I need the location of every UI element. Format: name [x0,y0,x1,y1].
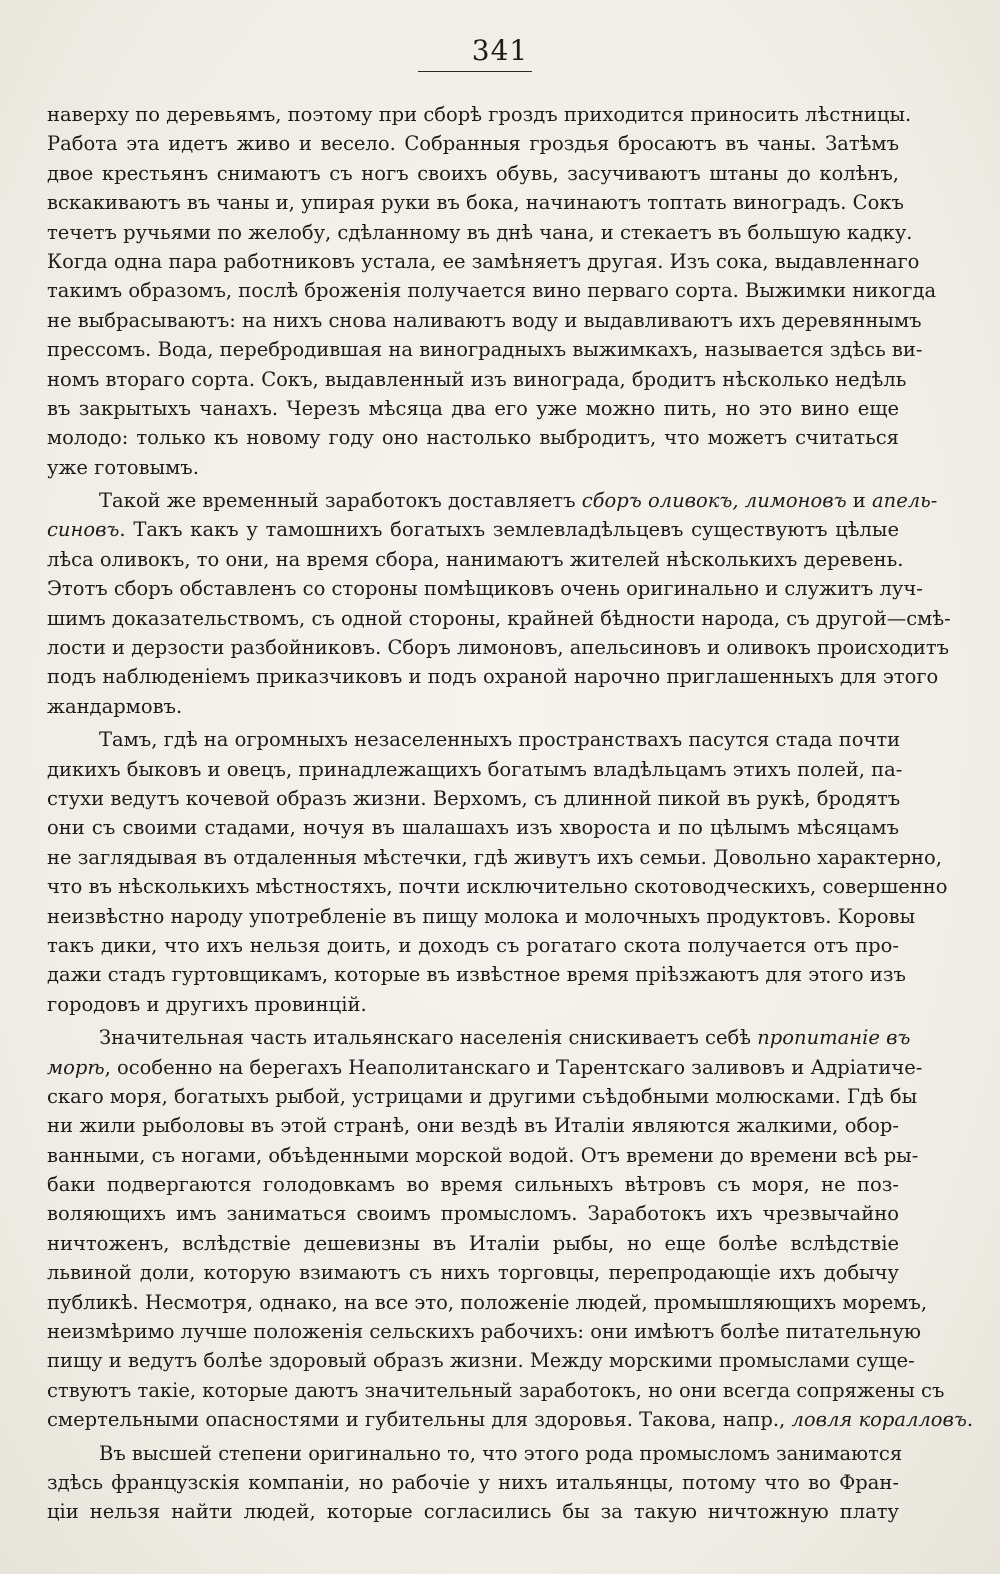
text-line: воляющихъ имъ заниматься своимъ промысломъ. Заработокъ ихъ чрезвычайно [47,1202,899,1226]
italic-term: сборъ оливокъ, лимоновъ [581,489,847,513]
text-line: что въ нѣсколькихъ мѣстностяхъ, почти исключительно скотоводческихъ, совершенно [47,875,948,899]
text-line: дажи стадъ гуртовщикамъ, которые въ извѣстное время пріѣзжаютъ для этого изъ [47,963,906,987]
text-line: течетъ ручьями по желобу, сдѣланному въ днѣ чана, и стекаетъ въ большую кадку. [47,220,913,244]
page-number-rule [418,71,532,72]
italic-term: пропитаніе въ [757,1026,911,1050]
text-line: скаго моря, богатыхъ рыбой, устрицами и другими съѣдобными молюсками. Гдѣ бы [47,1084,918,1108]
text-line: такъ дики, что ихъ нельзя доить, и доходъ съ рогатаго скота получается отъ про- [47,933,899,957]
text-line: молодо: только къ новому году оно настолько выбродитъ, что можетъ считаться [47,426,899,450]
text-line: дикихъ быковъ и овецъ, принадлежащихъ богатымъ владѣльцамъ этихъ полей, па- [47,757,903,781]
text-line: уже готовымъ. [47,455,199,479]
text-line: номъ втораго сорта. Сокъ, выдавленный изъ винограда, бродитъ нѣсколько недѣль [47,367,907,391]
text-line: шимъ доказательствомъ, съ одной стороны, крайней бѣдности народа, съ другой—смѣ- [47,606,951,630]
italic-term: ловля коралловъ [791,1408,967,1432]
text-line: львиной доли, которую взимаютъ съ нихъ торговцы, перепродающіе ихъ добычу [47,1261,899,1285]
text-line: въ закрытыхъ чанахъ. Черезъ мѣсяца два его уже можно пить, но это вино еще [47,396,899,420]
body-text [47,100,974,1527]
text-line: баки подвергаются голодовкамъ во время сильныхъ вѣтровъ съ моря, не поз- [47,1173,899,1197]
text-line: неизмѣримо лучше положенія сельскихъ рабочихъ: они имѣютъ болѣе питательную [47,1320,921,1344]
page-number: 341 [471,34,529,67]
italic-term: синовъ [47,518,120,542]
text-line: наверху по деревьямъ, поэтому при сборѣ гроздъ приходится приносить лѣстницы. [47,103,912,126]
italic-term: апель- [872,489,938,513]
text-line: такимъ образомъ, послѣ броженія получается вино перваго сорта. Выжимки никогда [47,279,937,303]
text-line: жандармовъ. [47,694,183,718]
text-line: лѣса оливокъ, то они, на время сбора, нанимаютъ жителей нѣсколькихъ деревень. [47,547,904,571]
text-line: вскакиваютъ въ чаны и, упирая руки въ бока, начинаютъ топтать виноградъ. Сокъ [47,191,904,215]
text-line: Тамъ, гдѣ на огромныхъ незаселенныхъ пространствахъ пасутся стада почти [99,728,901,752]
text-line: Такой же временный заработокъ доставляетъ сборъ оливокъ, лимоновъ и апель- [99,489,938,513]
text-line: Значительная часть итальянскаго населенія снискиваетъ себѣ пропитаніе въ [99,1026,911,1050]
text-line: ни жили рыболовы въ этой странѣ, они вездѣ въ Италіи являются жалкими, обор- [47,1114,899,1138]
text-line: Этотъ сборъ обставленъ со стороны помѣщиковъ очень оригинально и служитъ луч- [47,577,923,601]
text-line: двое крестьянъ снимаютъ съ ногъ своихъ обувь, засучиваютъ штаны до колѣнъ, [47,161,899,185]
text-line: лости и дерзости разбойниковъ. Сборъ лимоновъ, апельсиновъ и оливокъ происходитъ [47,636,950,660]
text-line: не выбрасываютъ: на нихъ снова наливаютъ воду и выдавливаютъ ихъ деревяннымъ [47,308,922,332]
text-line: стухи ведутъ кочевой образъ жизни. Верхомъ, съ длинной пикой въ рукѣ, бродятъ [47,786,901,810]
text-line: не заглядывая въ отдаленныя мѣстечки, гдѣ живутъ ихъ семьи. Довольно характерно, [47,845,942,869]
text-line: прессомъ. Вода, перебродившая на виноградныхъ выжимкахъ, называется здѣсь ви- [47,338,923,362]
text-line: ствуютъ такіе, которые даютъ значительный заработокъ, но они всегда сопряжены съ [47,1378,945,1402]
text-line: Въ высшей степени оригинально то, что этого рода промысломъ занимаются [99,1441,903,1465]
text-line: Работа эта идетъ живо и весело. Собранныя гроздья бросаютъ въ чаны. Затѣмъ [47,132,899,156]
text-line: они съ своими стадами, ночуя въ шалашахъ изъ хвороста и по цѣлымъ мѣсяцамъ [47,816,899,840]
text-line: ванными, съ ногами, объѣденными морской водой. Отъ времени до времени всѣ ры- [47,1143,919,1167]
text-line: ничтоженъ, вслѣдствіе дешевизны въ Италіи рыбы, но еще болѣе вслѣдствіе [47,1231,899,1255]
text-line: подъ наблюденіемъ приказчиковъ и подъ охраной нарочно приглашенныхъ для этого [47,665,939,689]
text-line: смертельными опасностями и губительны для здоровья. Такова, напр., ловля коралловъ. [47,1408,974,1432]
text-line: здѣсь французскія компаніи, но рабочіе у нихъ итальянцы, потому что во Фран- [47,1470,899,1494]
text-line: морѣ, особенно на берегахъ Неаполитанскаго и Тарентскаго заливовъ и Адріатиче- [47,1055,923,1079]
text-line: синовъ. Такъ какъ у тамошнихъ богатыхъ землевладѣльцевъ существуютъ цѣлые [47,518,899,542]
text-line: ціи нельзя найти людей, которые согласились бы за такую ничтожную плату [47,1500,899,1524]
text-line: Когда одна пара работниковъ устала, ее замѣняетъ другая. Изъ сока, выдавленнаго [47,249,920,273]
italic-term: морѣ [47,1055,105,1079]
text-line: публикѣ. Несмотря, однако, на все это, положеніе людей, промышляющихъ моремъ, [47,1290,928,1314]
text-line: пищу и ведутъ болѣе здоровый образъ жизни. Между морскими промыслами суще- [47,1349,915,1373]
text-line: городовъ и другихъ провинцій. [47,992,367,1016]
text-line: неизвѣстно народу употребленіе въ пищу молока и молочныхъ продуктовъ. Коровы [47,904,916,928]
